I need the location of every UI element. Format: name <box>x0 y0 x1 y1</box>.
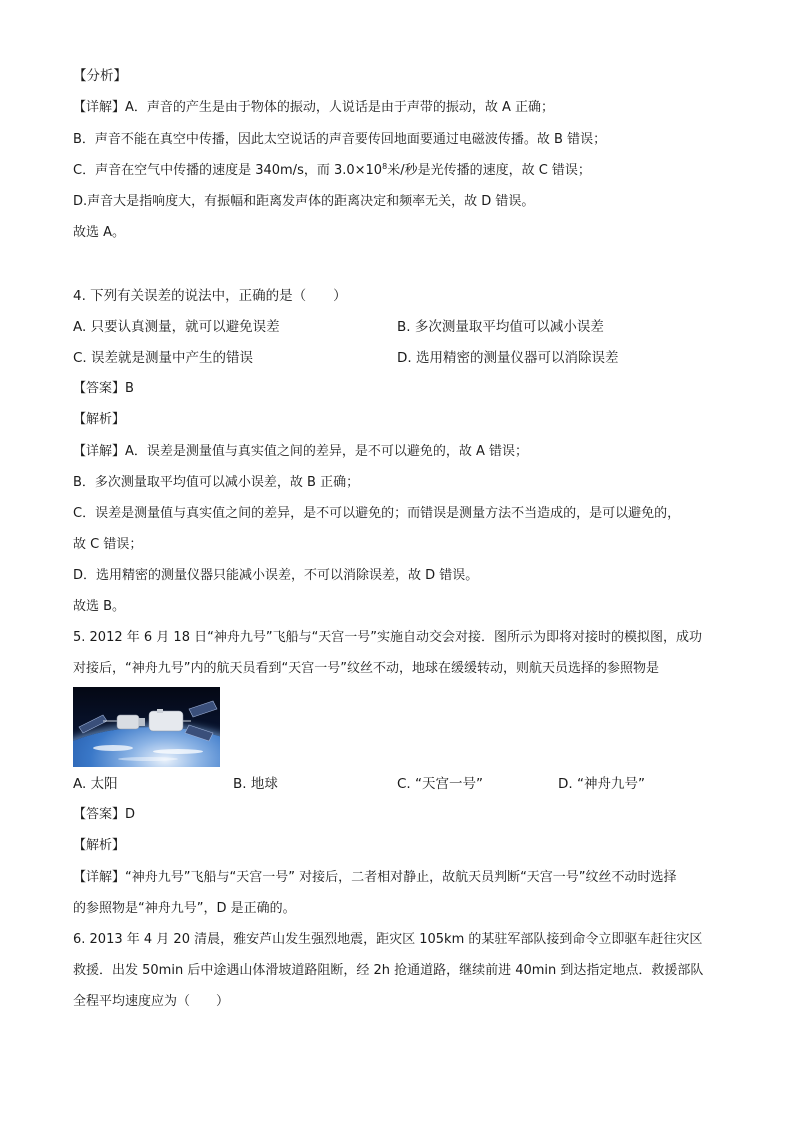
q4-option-a: A. 只要认真测量，就可以避免误差 <box>73 319 280 335</box>
q3-detail-c-post: 米/秒是光传播的速度，故 C 错误； <box>387 163 591 178</box>
solar-panel-right-bottom <box>185 725 213 741</box>
q3-detail-b: B．声音不能在真空中传播，因此太空说话的声音要传回地面要通过电磁波传播。故 B 错误； <box>73 132 607 147</box>
q6-stem-line2: 救援．出发 50min 后中途遇山体滑坡道路阻断，经 2h 抢通道路，继续前进 40min 到达指定地点．救援部队 <box>73 963 704 978</box>
q3-detail-d: D.声音大是指响度大，有振幅和距离发声体的距离决定和频率无关，故 D 错误。 <box>73 194 535 209</box>
q4-analysis-label: 【解析】 <box>73 412 126 427</box>
q4-detail-d: D．选用精密的测量仪器只能减小误差，不可以消除误差，故 D 错误。 <box>73 568 479 583</box>
q5-answer: 【答案】D <box>73 807 136 822</box>
spacecraft-drawing <box>73 687 220 767</box>
q5-stem-line1: 5. 2012 年 6 月 18 日“神舟九号”飞船与“天宫一号”实施自动交会对接．图所示为即将对接时的模拟图，成功 <box>73 630 703 645</box>
q6-stem-line3: 全程平均速度应为（ ） <box>73 994 230 1009</box>
q4-choice: 故选 B。 <box>73 599 126 614</box>
q5-stem-line2: 对接后，“神舟九号”内的航天员看到“天宫一号”纹丝不动，地球在缓缓转动，则航天员选择的参照物是 <box>73 661 659 676</box>
q5-option-a: A. 太阳 <box>73 776 118 792</box>
solar-panel-left <box>79 715 107 733</box>
q3-detail-c <box>73 162 591 180</box>
q6-stem-line1: 6. 2013 年 4 月 20 清晨，雅安芦山发生强烈地震，距灾区 105km 的某驻军部队接到命令立即驱车赶往灾区 <box>73 932 703 947</box>
q3-detail-a: 【详解】A．声音的产生是由于物体的振动，人说话是由于声带的振动，故 A 正确； <box>73 100 555 115</box>
q4-option-b: B. 多次测量取平均值可以减小误差 <box>397 319 604 335</box>
space-station-image <box>73 687 220 767</box>
q5-option-b: B. 地球 <box>233 776 278 792</box>
q4-answer: 【答案】B <box>73 381 134 396</box>
q5-analysis-label: 【解析】 <box>73 838 126 853</box>
module-shenzhou <box>117 715 139 729</box>
q4-detail-c1: C．误差是测量值与真实值之间的差异，是不可以避免的；而错误是测量方法不当造成的，是可以避免的， <box>73 506 681 521</box>
q5-option-d: D. “神舟九号” <box>558 776 645 792</box>
q3-detail-c-sup: 8 <box>382 162 388 171</box>
q4-detail-c2: 故 C 错误； <box>73 537 143 552</box>
q5-detail-line1: 【详解】“神舟九号”飞船与“天宫一号” 对接后，二者相对静止，故航天员判断“天宫一号”纹丝不动时选择 <box>73 870 677 885</box>
q4-stem: 4. 下列有关误差的说法中，正确的是（ ） <box>73 288 347 304</box>
q3-choice: 故选 A。 <box>73 225 126 240</box>
module-tiangong <box>149 711 183 731</box>
q4-option-c: C. 误差就是测量中产生的错误 <box>73 350 254 366</box>
docking-port <box>139 718 145 726</box>
q4-detail-b: B．多次测量取平均值可以减小误差，故 B 正确； <box>73 475 360 490</box>
q4-detail-a: 【详解】A．误差是测量值与真实值之间的差异，是不可以避免的，故 A 错误； <box>73 444 529 459</box>
q5-option-c: C. “天宫一号” <box>397 776 483 792</box>
q4-option-d: D. 选用精密的测量仪器可以消除误差 <box>397 350 619 366</box>
module-detail <box>157 709 163 713</box>
q5-detail-line2: 的参照物是“神舟九号”，D 是正确的。 <box>73 901 296 916</box>
q3-analysis-label: 【分析】 <box>73 68 127 84</box>
solar-panel-right-top <box>189 701 217 717</box>
q3-detail-c-pre: C．声音在空气中传播的速度是 340m/s，而 3.0×10 <box>73 163 383 178</box>
